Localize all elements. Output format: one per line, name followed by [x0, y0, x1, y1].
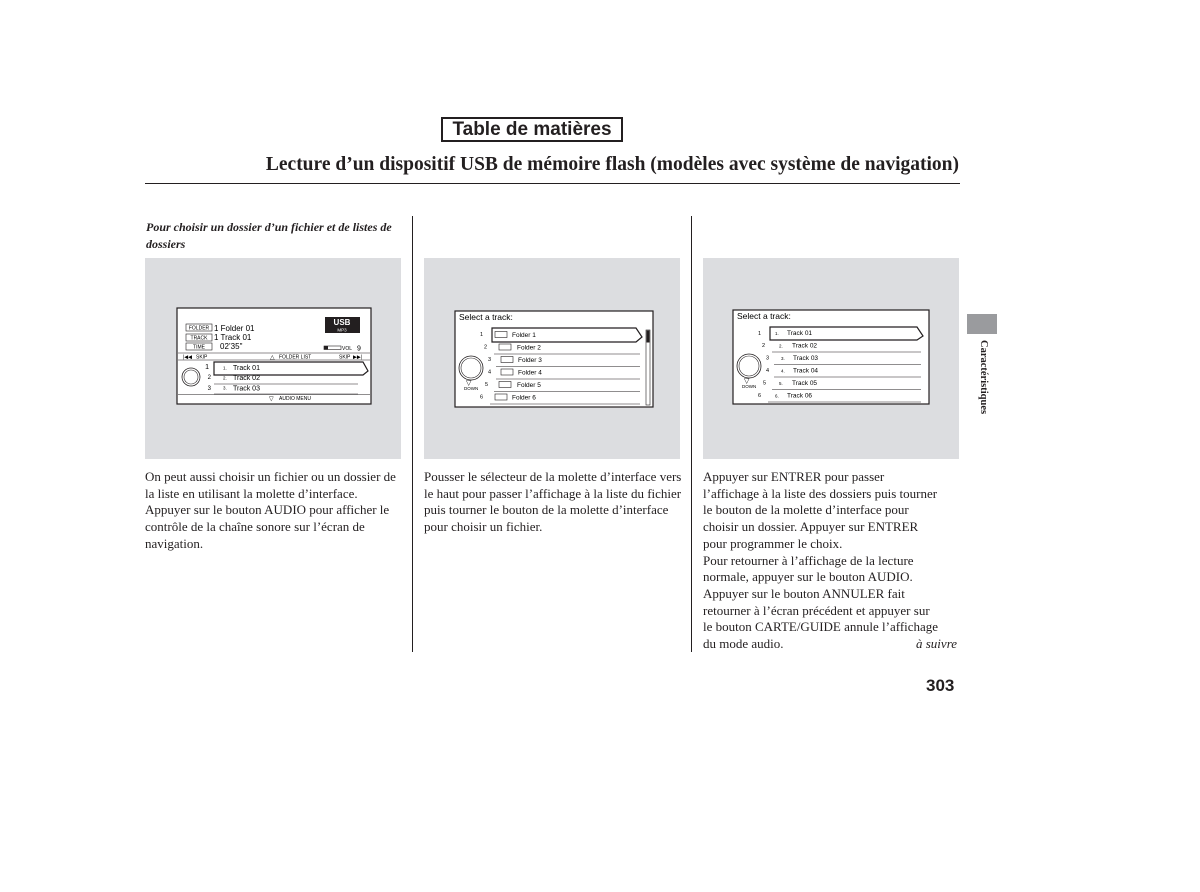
skip-right-label: SKIP — [339, 354, 351, 361]
continued-label: à suivre — [916, 636, 958, 651]
svg-text:3.: 3. — [223, 385, 227, 391]
dial-number: 4 — [765, 368, 769, 374]
screen-header: Select a track: — [737, 311, 791, 321]
text-line: l’affichage à la liste des dossiers puis tourner — [703, 485, 938, 501]
folder-tag: FOLDER — [188, 325, 210, 332]
column-2-text: Pousser le sélecteur de la molette d’interface vers le haut pour passer l’affichage à la liste du fichier puis tourner le bouton de la molette d’interface pour choisir un fichier. — [424, 469, 682, 535]
track-tag: TRACK — [190, 335, 208, 342]
dial-number: 2 — [207, 375, 211, 381]
svg-text:2.: 2. — [223, 375, 227, 381]
text-line: du mode audio. — [703, 636, 784, 652]
screen-header: Select a track: — [459, 312, 513, 322]
text-line: Appuyer sur le bouton ANNULER fait — [703, 585, 905, 601]
dial-number: 3 — [207, 386, 211, 392]
dial-number: 2 — [483, 344, 487, 351]
dial-number: 3 — [487, 357, 491, 363]
dial-number: 1 — [205, 364, 209, 371]
track-list-item[interactable]: Track 06 — [787, 392, 813, 400]
dial-number: 5 — [762, 380, 766, 387]
section-tab[interactable] — [967, 314, 997, 334]
folder-value: 1 Folder 01 — [214, 324, 255, 333]
track-list-item[interactable]: Track 03 — [793, 355, 819, 362]
folder-list-label[interactable]: FOLDER LIST — [279, 354, 312, 361]
folder-list-item[interactable]: Folder 3 — [518, 357, 542, 364]
dial-number: 2 — [761, 343, 765, 349]
time-tag: TIME — [193, 344, 205, 351]
text-line: le bouton de la molette d’interface pour — [703, 502, 909, 518]
column-3-text — [703, 469, 965, 653]
track-list-item[interactable]: Track 03 — [233, 385, 260, 393]
table-of-contents-button[interactable]: Table de matières — [441, 117, 623, 142]
section-heading: Pour choisir un dossier d’un fichier et de listes de dossiers — [146, 220, 392, 251]
track-list-item[interactable]: Track 05 — [792, 380, 818, 387]
folder-list-up-icon: △ — [270, 355, 275, 361]
folder-list-item[interactable]: Folder 5 — [517, 382, 541, 389]
track-list-item[interactable]: Track 01 — [233, 365, 260, 372]
time-value: 02’35" — [220, 342, 243, 351]
track-list-screen-diagram — [703, 258, 959, 459]
svg-text:1.: 1. — [775, 331, 779, 336]
dial-number: 1 — [479, 332, 483, 338]
title-rule — [145, 183, 960, 184]
dial-number: 3 — [765, 355, 769, 362]
column-divider-1 — [412, 216, 413, 652]
audio-screen-diagram — [145, 258, 401, 459]
dial-number: 6 — [479, 394, 483, 401]
vol-label: VOL — [342, 346, 353, 352]
mp3-badge: MP3 — [337, 327, 347, 333]
down-arrow-icon: ▽ — [744, 378, 750, 385]
column-1-text: On peut aussi choisir un fichier ou un dossier de la liste en utilisant la molette d’interface. Appuyer sur le bouton AUDIO pour afficher le contrôle de la chaîne sonore sur l’écran de navigation. — [145, 469, 396, 551]
text-line: le bouton CARTE/GUIDE annule l’affichage — [703, 619, 939, 635]
skip-back-icon[interactable]: |◀◀ — [183, 354, 192, 361]
audio-menu-label[interactable]: AUDIO MENU — [279, 396, 311, 402]
dial-number: 1 — [757, 331, 761, 337]
down-arrow-icon: ▽ — [466, 380, 472, 387]
folder-list-item[interactable]: Folder 6 — [512, 394, 536, 402]
figure-panel-2 — [424, 258, 680, 459]
section-tab-label — [975, 340, 989, 460]
dial-number: 4 — [487, 369, 491, 376]
text-line: choisir un dossier. Appuyer sur ENTRER — [703, 519, 919, 535]
text-line: pour programmer le choix. — [703, 535, 843, 551]
track-list-item[interactable]: Track 04 — [793, 367, 819, 375]
svg-text:2.: 2. — [779, 343, 783, 349]
usb-badge: USB — [333, 318, 351, 327]
dial-number: 5 — [484, 382, 488, 388]
svg-text:4.: 4. — [781, 368, 785, 374]
svg-text:3.: 3. — [781, 356, 785, 361]
svg-text:1.: 1. — [223, 365, 227, 371]
folder-list-item[interactable]: Folder 4 — [518, 369, 542, 377]
skip-forward-icon[interactable]: ▶▶| — [353, 354, 362, 361]
skip-left-label: SKIP — [196, 354, 208, 361]
column-divider-2 — [691, 216, 692, 652]
track-value: 1 Track 01 — [214, 333, 252, 342]
text-line: Pour retourner à l’affichage de la lecture — [703, 552, 914, 568]
figure-panel-3 — [703, 258, 959, 459]
text-line: Appuyer sur ENTRER pour passer — [703, 469, 885, 484]
svg-text:6.: 6. — [775, 393, 779, 399]
down-label: DOWN — [742, 384, 757, 389]
track-list-item[interactable]: Track 02 — [233, 375, 260, 382]
down-label: DOWN — [464, 386, 479, 391]
folder-list-screen-diagram — [424, 258, 680, 459]
track-list-item[interactable]: Track 01 — [787, 330, 813, 337]
text-line: normale, appuyer sur le bouton AUDIO. — [703, 569, 913, 585]
page-title: Lecture d’un dispositif USB de mémoire flash (modèles avec système de navigation) — [265, 154, 959, 175]
section-tab-text: Caractéristiques — [978, 340, 989, 415]
text-line: retourner à l’écran précédent et appuyer sur — [703, 602, 930, 618]
figure-panel-1 — [145, 258, 401, 459]
audio-menu-down-icon: ▽ — [269, 396, 274, 403]
folder-list-item[interactable]: Folder 2 — [517, 344, 541, 352]
folder-list-item[interactable]: Folder 1 — [512, 332, 536, 339]
page-number: 303 — [926, 676, 955, 695]
svg-text:5.: 5. — [779, 381, 783, 386]
track-list-item[interactable]: Track 02 — [792, 342, 818, 350]
dial-number: 6 — [757, 393, 761, 399]
vol-value: 9 — [357, 345, 361, 353]
